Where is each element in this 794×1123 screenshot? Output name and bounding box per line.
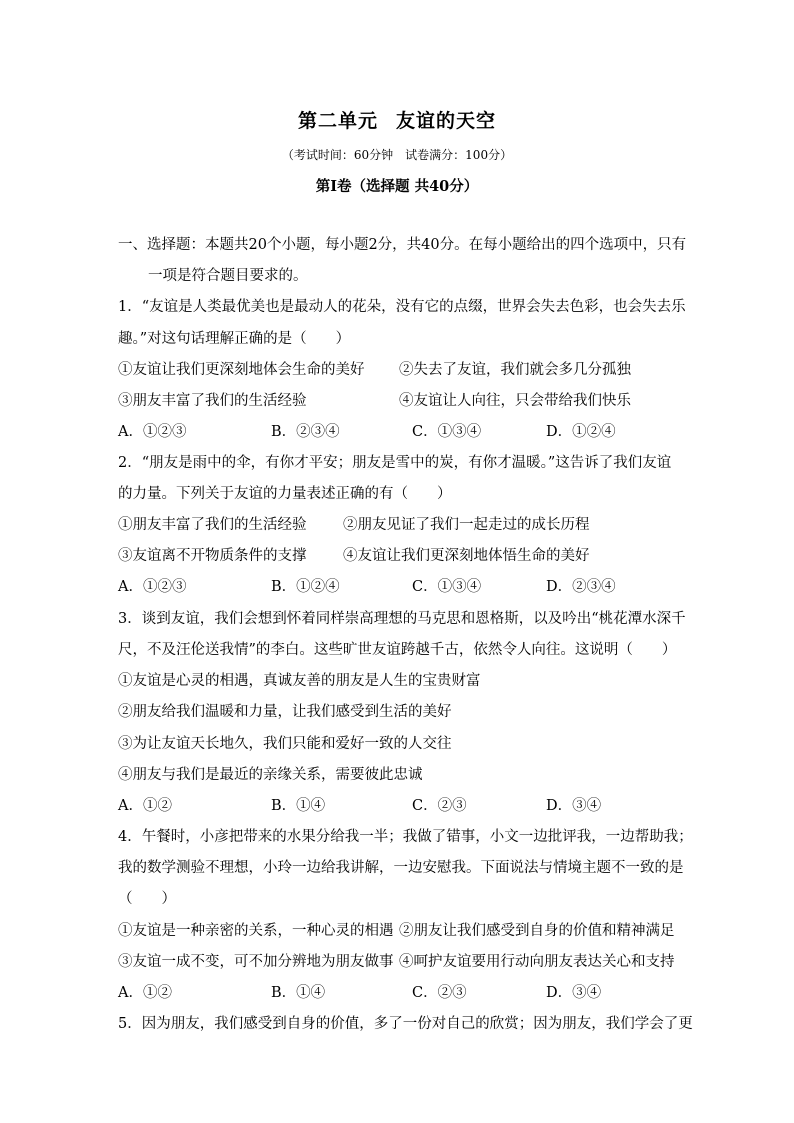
question-2-answer-b: B．①②④	[271, 579, 340, 595]
question-2-answer-a: A．①②③	[118, 579, 187, 595]
question-1-stem-1: 1．“友谊是人类最优美也是最动人的花朵，没有它的点缀，世界会失去色彩，也会失去乐	[118, 299, 686, 315]
question-4-answer-c: C．②③	[412, 985, 467, 1001]
question-4-item-1: ①友谊是一种亲密的关系，一种心灵的相遇	[118, 923, 394, 939]
section-heading: 第Ⅰ卷（选择题 共40分）	[315, 178, 479, 195]
question-2-answer-c: C．①③④	[412, 579, 482, 595]
question-4-stem-3: （ ）	[118, 891, 176, 907]
title-unit: 第二单元	[297, 110, 378, 132]
question-3-item-2: ②朋友给我们温暖和力量，让我们感受到生活的美好	[118, 704, 452, 720]
question-1-answer-c: C．①③④	[412, 424, 482, 440]
question-1-item-4: ④友谊让人向往，只会带给我们快乐	[399, 393, 631, 409]
question-1-stem-2: 趣。”对这句话理解正确的是（ ）	[118, 331, 351, 347]
exam-info: （考试时间：60分钟 试卷满分：100分）	[281, 148, 513, 162]
question-4-stem-1: 4．午餐时，小彦把带来的水果分给我一半；我做了错事，小文一边批评我，一边帮助我；	[118, 829, 693, 845]
question-2-item-3: ③友谊离不开物质条件的支撑	[118, 548, 307, 564]
question-4-answer-a: A．①②	[118, 985, 172, 1001]
question-4-stem-2: 我的数学测验不理想，小玲一边给我讲解，一边安慰我。下面说法与情境主题不一致的是	[118, 860, 684, 876]
question-1-item-3: ③朋友丰富了我们的生活经验	[118, 393, 307, 409]
question-3-stem-2: 尺，不及汪伦送我情”的李白。这些旷世友谊跨越千古，依然令人向往。这说明（ ）	[118, 642, 677, 658]
question-3-item-4: ④朋友与我们是最近的亲缘关系，需要彼此忠诚	[118, 767, 423, 783]
question-3-answer-a: A．①②	[118, 798, 172, 814]
question-4-answer-d: D．③④	[546, 985, 602, 1001]
question-3-item-1: ①友谊是心灵的相遇，真诚友善的朋友是人生的宝贵财富	[118, 673, 481, 689]
question-3-stem-1: 3．谈到友谊，我们会想到怀着同样崇高理想的马克思和恩格斯，以及吟出“桃花潭水深千	[118, 611, 686, 627]
question-5-stem-1: 5．因为朋友，我们感受到自身的价值，多了一份对自己的欣赏；因为朋友，我们学会了更	[118, 1016, 693, 1032]
question-1-answer-d: D．①②④	[546, 424, 616, 440]
question-1-answer-a: A．①②③	[118, 424, 187, 440]
question-2-item-2: ②朋友见证了我们一起走过的成长历程	[343, 517, 590, 533]
question-1-item-2: ②失去了友谊，我们就会多几分孤独	[399, 362, 631, 378]
question-3-item-3: ③为让友谊天长地久，我们只能和爱好一致的人交往	[118, 736, 452, 752]
question-2-item-4: ④友谊让我们更深刻地体悟生命的美好	[343, 548, 590, 564]
instructions-line-1: 一、选择题：本题共20个小题，每小题2分，共40分。在每小题给出的四个选项中，只有	[118, 237, 687, 253]
page-title	[0, 106, 794, 133]
question-3-answer-d: D．③④	[546, 798, 602, 814]
question-1-item-1: ①友谊让我们更深刻地体会生命的美好	[118, 362, 365, 378]
question-1-answer-b: B．②③④	[271, 424, 340, 440]
title-topic: 友谊的天空	[396, 110, 497, 132]
question-4-item-4: ④呵护友谊要用行动向朋友表达关心和支持	[399, 954, 675, 970]
question-2-item-1: ①朋友丰富了我们的生活经验	[118, 517, 307, 533]
question-3-answer-c: C．②③	[412, 798, 467, 814]
question-2-answer-d: D．②③④	[546, 579, 616, 595]
question-2-stem-1: 2．“朋友是雨中的伞，有你才平安；朋友是雪中的炭，有你才温暖。”这告诉了我们友谊	[118, 455, 672, 471]
question-4-item-3: ③友谊一成不变，可不加分辨地为朋友做事	[118, 954, 394, 970]
instructions-line-2: 一项是符合题目要求的。	[148, 268, 308, 284]
question-4-answer-b: B．①④	[271, 985, 326, 1001]
question-3-answer-b: B．①④	[271, 798, 326, 814]
question-2-stem-2: 的力量。下列关于友谊的力量表述正确的有（ ）	[118, 486, 452, 502]
question-4-item-2: ②朋友让我们感受到自身的价值和精神满足	[399, 923, 675, 939]
